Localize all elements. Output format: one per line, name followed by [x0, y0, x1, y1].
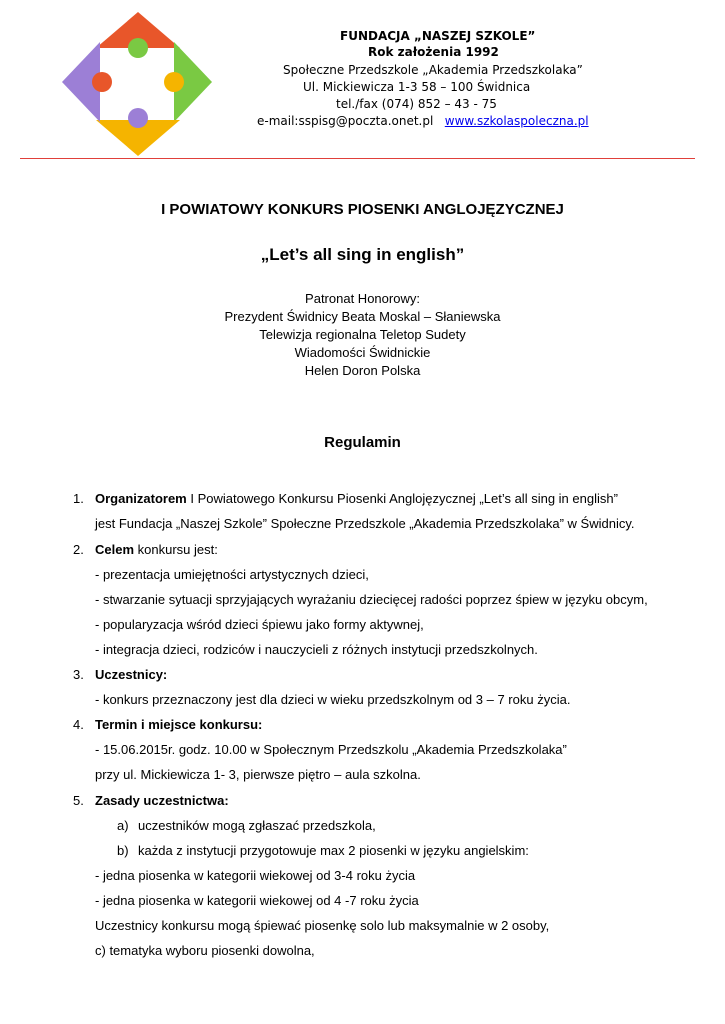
section-2-text: konkursu jest: — [134, 542, 218, 557]
list-item: c) tematyka wyboru piosenki dowolna, — [95, 943, 315, 958]
section-number: 2. — [73, 542, 84, 557]
sub-item-text: każda z instytucji przygotowuje max 2 piosenki w języku angielskim: — [138, 843, 529, 858]
header-founded: Rok założenia 1992 — [368, 45, 499, 59]
header-phone: tel./fax (074) 852 – 43 - 75 — [336, 97, 497, 111]
logo-bottom-circle — [128, 108, 148, 128]
sub-item-label: b) — [117, 843, 129, 858]
section-5-heading — [95, 792, 229, 810]
patronage-item: Helen Doron Polska — [304, 363, 421, 378]
website-link[interactable]: www.szkolaspoleczna.pl — [444, 114, 589, 128]
section-number: 1. — [73, 491, 84, 506]
list-item: - integracja dzieci, rodziców i nauczycieli z różnych instytucji przedszkolnych. — [95, 642, 538, 657]
foundation-logo — [58, 10, 218, 160]
section-2-line — [95, 541, 218, 559]
sub-item-text: uczestników mogą zgłaszać przedszkola, — [138, 818, 376, 833]
document-subtitle: „Let’s all sing in english” — [260, 245, 465, 264]
logo-left-circle — [92, 72, 112, 92]
section-1-text: I Powiatowego Konkursu Piosenki Anglojęzycznej „Let’s all sing in english” — [186, 491, 618, 506]
list-item: - prezentacja umiejętności artystycznych dzieci, — [95, 567, 369, 582]
regulamin-heading: Regulamin — [324, 434, 401, 451]
header-email: e-mail:sspisg@poczta.onet.pl — [257, 114, 434, 128]
header-school: Społeczne Przedszkole „Akademia Przedszkolaka” — [283, 63, 583, 77]
list-item: - jedna piosenka w kategorii wiekowej od 4 -7 roku życia — [95, 893, 419, 908]
section-3-heading — [95, 666, 167, 684]
section-5-keyword: Zasady uczestnictwa: — [95, 793, 229, 808]
header-address: Ul. Mickiewicza 1-3 58 – 100 Świdnica — [303, 80, 531, 94]
list-item: - 15.06.2015r. godz. 10.00 w Społecznym Przedszkolu „Akademia Przedszkolaka” — [95, 742, 567, 757]
patronage-item: Prezydent Świdnicy Beata Moskal – Słaniewska — [224, 309, 501, 324]
list-item: Uczestnicy konkursu mogą śpiewać piosenkę solo lub maksymalnie w 2 osoby, — [95, 918, 550, 933]
section-1-continuation: jest Fundacja „Naszej Szkole” Społeczne Przedszkole „Akademia Przedszkolaka” w Świdnicy. — [95, 516, 635, 531]
section-2-keyword: Celem — [95, 542, 135, 557]
section-number: 5. — [73, 793, 84, 808]
section-1-line — [95, 490, 618, 508]
list-item: - popularyzacja wśród dzieci śpiewu jako formy aktywnej, — [95, 617, 424, 632]
section-1-keyword: Organizatorem — [95, 491, 187, 506]
list-item: przy ul. Mickiewicza 1- 3, pierwsze piętro – aula szkolna. — [95, 767, 421, 782]
section-number: 4. — [73, 717, 84, 732]
list-item: - jedna piosenka w kategorii wiekowej od 3-4 roku życia — [95, 868, 416, 883]
patronage-heading: Patronat Honorowy: — [305, 291, 420, 306]
patronage-item: Wiadomości Świdnickie — [294, 345, 431, 360]
document-title: I POWIATOWY KONKURS PIOSENKI ANGLOJĘZYCZNEJ — [161, 201, 564, 218]
list-item: - stwarzanie sytuacji sprzyjających wyrażaniu dziecięcej radości poprzez śpiew w języku obcym, — [95, 592, 648, 607]
section-number: 3. — [73, 667, 84, 682]
logo-top-circle — [128, 38, 148, 58]
sub-item-label: a) — [117, 818, 129, 833]
header-org: FUNDACJA „NASZEJ SZKOLE” — [340, 29, 536, 43]
header-contact — [257, 114, 589, 128]
logo-right-circle — [164, 72, 184, 92]
section-3-keyword: Uczestnicy: — [95, 667, 168, 682]
patronage-item: Telewizja regionalna Teletop Sudety — [259, 327, 466, 342]
header-divider — [20, 158, 695, 159]
section-4-keyword: Termin i miejsce konkursu: — [95, 717, 263, 732]
list-item: - konkurs przeznaczony jest dla dzieci w wieku przedszkolnym od 3 – 7 roku życia. — [95, 692, 571, 707]
section-4-heading — [95, 716, 262, 734]
